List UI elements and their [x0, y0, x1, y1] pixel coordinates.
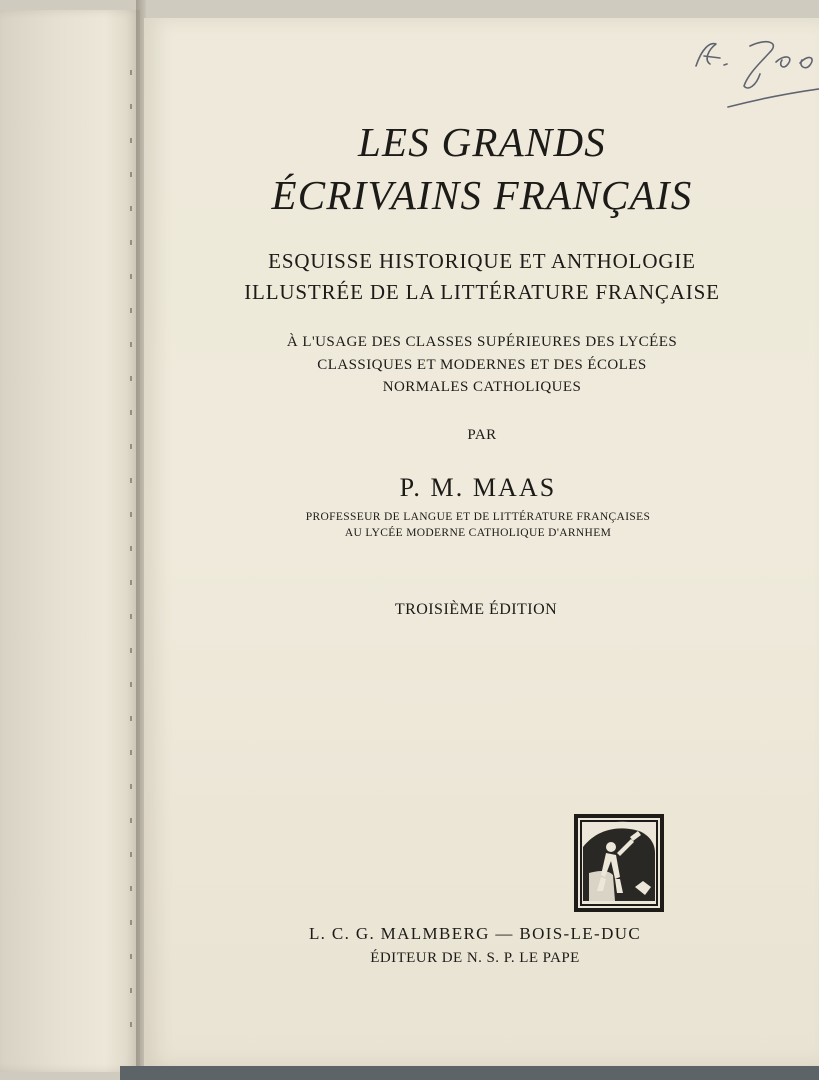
- author-name: P. M. MAAS: [399, 473, 557, 502]
- binding-stitches: [130, 70, 132, 1050]
- subtitle-line-1: ESQUISSE HISTORIQUE ET ANTHOLOGIE: [268, 249, 696, 273]
- by-label: PAR: [467, 427, 497, 443]
- author-role-line-2: AU LYCÉE MODERNE CATHOLIQUE D'ARNHEM: [344, 527, 612, 539]
- book-bottom-edge: [120, 1066, 819, 1080]
- title-line-2: ÉCRIVAINS FRANÇAIS: [271, 172, 693, 218]
- title-line-1: LES GRANDS: [357, 119, 607, 165]
- pencil-signature: [692, 32, 819, 122]
- publisher-line-1: L. C. G. MALMBERG — BOIS-LE-DUC: [308, 924, 642, 943]
- audience-line-2: CLASSIQUES ET MODERNES ET DES ÉCOLES: [317, 357, 647, 373]
- printer-mark-woodcut: [573, 813, 665, 913]
- audience-line-1: À L'USAGE DES CLASSES SUPÉRIEURES DES LYCÉES: [286, 334, 678, 350]
- publisher-line-2: ÉDITEUR DE N. S. P. LE PAPE: [370, 950, 580, 966]
- edition-label: TROISIÈME ÉDITION: [394, 601, 558, 618]
- audience-line-3: NORMALES CATHOLIQUES: [382, 379, 582, 395]
- subtitle-line-2: ILLUSTRÉE DE LA LITTÉRATURE FRANÇAISE: [244, 280, 720, 304]
- left-page-edge: [0, 10, 140, 1072]
- author-role-line-1: PROFESSEUR DE LANGUE ET DE LITTÉRATURE FRANÇAISES: [305, 511, 651, 523]
- title-page: [144, 18, 819, 1066]
